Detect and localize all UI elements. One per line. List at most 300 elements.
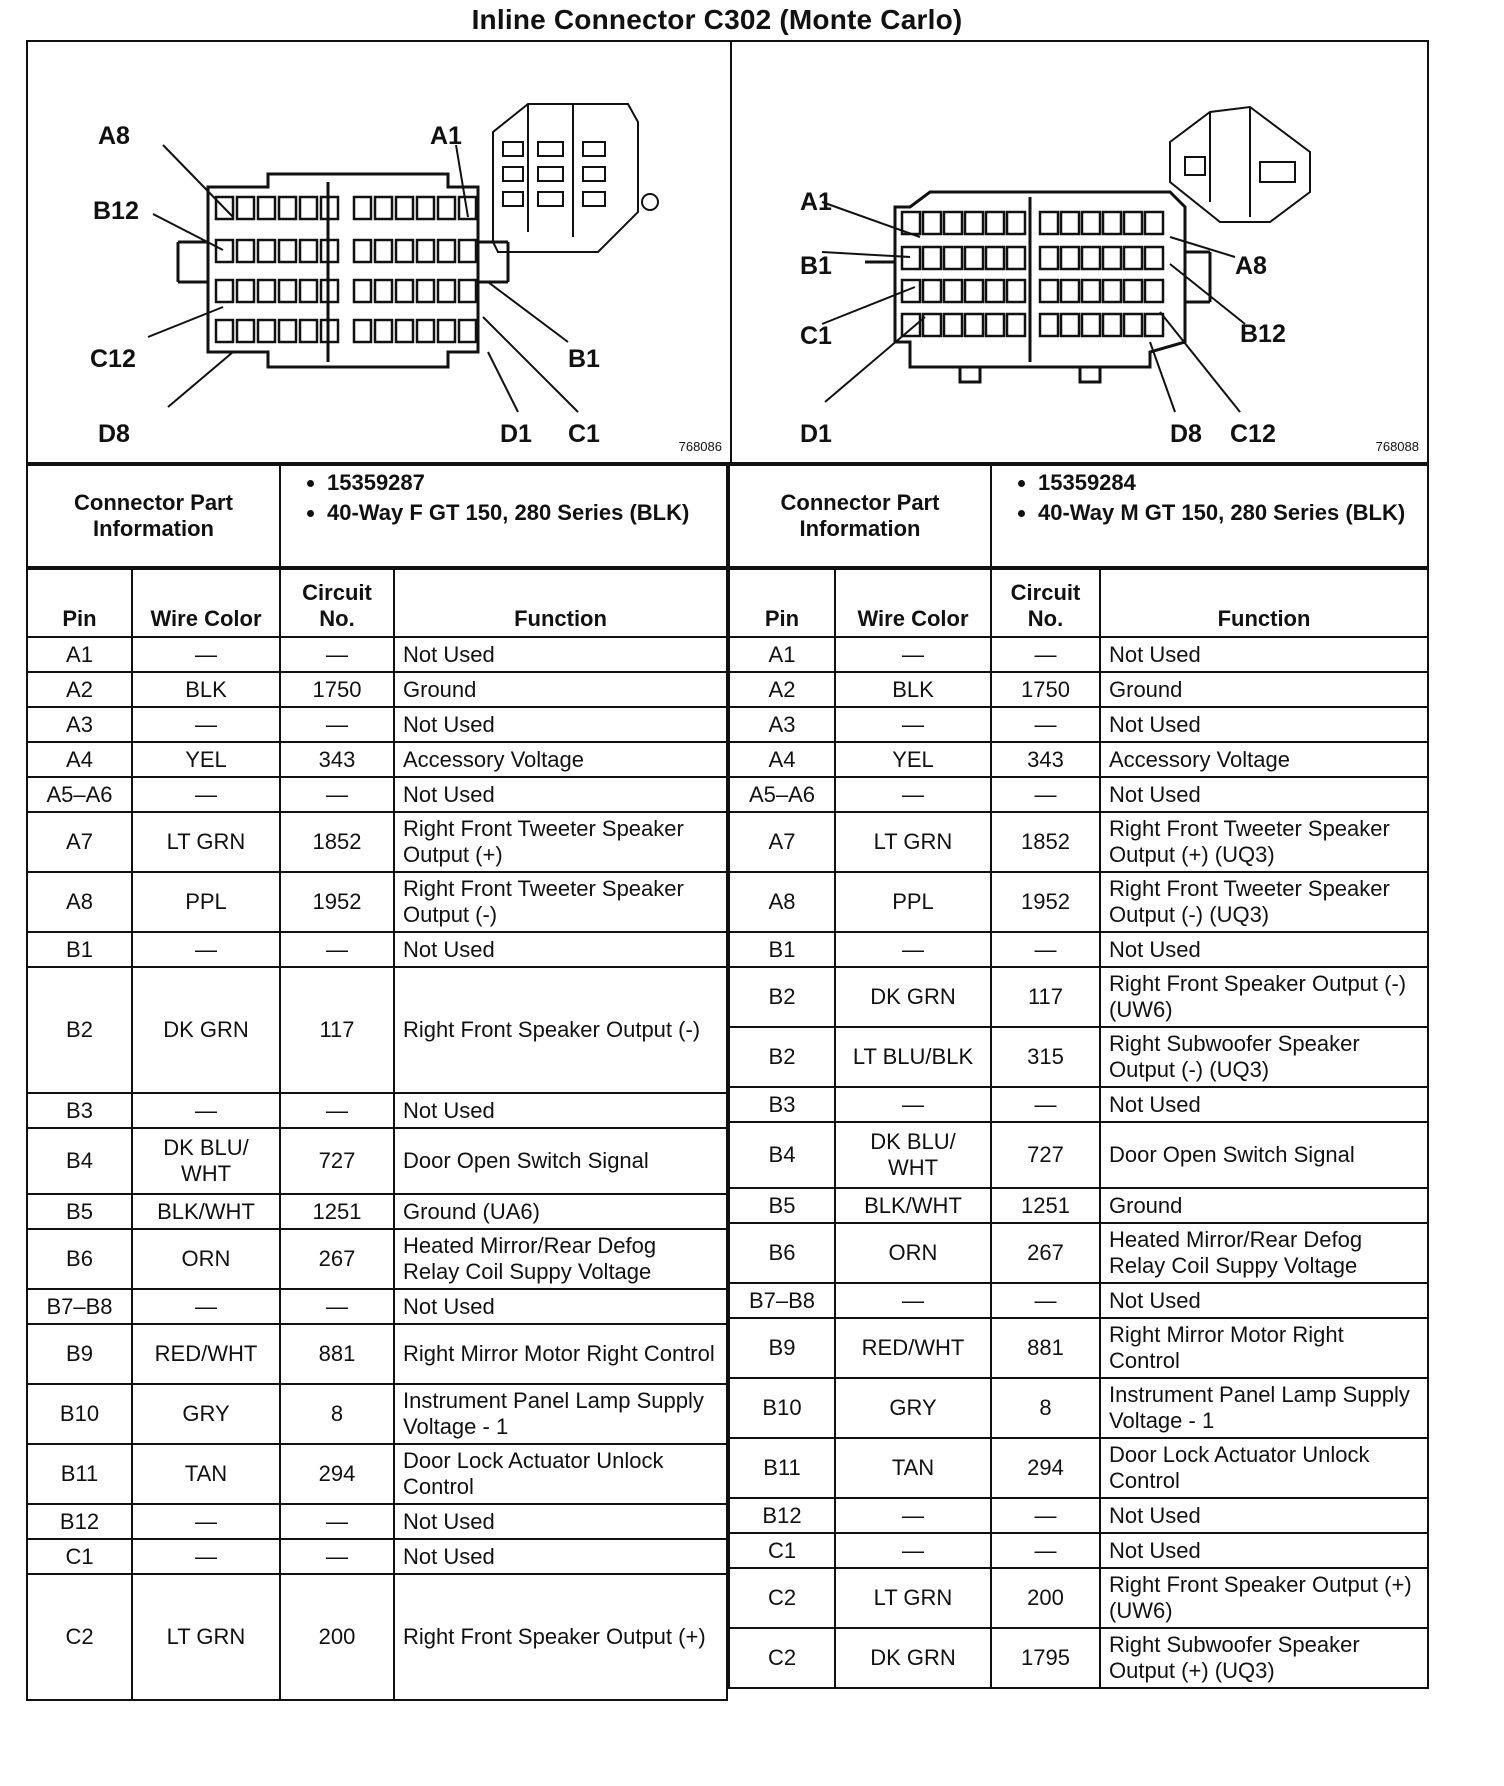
connector-diagrams bbox=[26, 40, 1429, 464]
function-cell: Not Used bbox=[394, 1539, 727, 1574]
table-row bbox=[729, 672, 1428, 707]
connector-cavity bbox=[965, 314, 983, 336]
pin-cell: B1 bbox=[729, 932, 835, 967]
column-header-wire-color: Wire Color bbox=[132, 569, 280, 637]
connector-cavity bbox=[438, 240, 455, 262]
pin-cell: C2 bbox=[27, 1574, 132, 1700]
connector-cavity bbox=[1124, 280, 1142, 302]
connector-cavity bbox=[1040, 212, 1058, 234]
pin-cell: B11 bbox=[27, 1444, 132, 1504]
connector-cavity bbox=[1040, 280, 1058, 302]
connector-cavity bbox=[923, 280, 941, 302]
circuit-cell: — bbox=[280, 932, 394, 967]
page-title: Inline Connector C302 (Monte Carlo) bbox=[471, 4, 963, 35]
part-description: • 40-Way M GT 150, 280 Series (BLK) bbox=[1038, 500, 1419, 526]
column-header-wire-color: Wire Color bbox=[835, 569, 991, 637]
function-cell: Not Used bbox=[394, 707, 727, 742]
table-row bbox=[729, 1438, 1428, 1498]
table-row bbox=[729, 1087, 1428, 1122]
connector-cavity bbox=[1040, 247, 1058, 269]
pin-cell: B2 bbox=[27, 967, 132, 1093]
function-cell: Right Front Speaker Output (-) (UW6) bbox=[1100, 967, 1428, 1027]
circuit-cell: 294 bbox=[280, 1444, 394, 1504]
table-row bbox=[729, 1533, 1428, 1568]
function-cell: Door Lock Actuator Unlock Control bbox=[1100, 1438, 1428, 1498]
wire-color-cell: DK BLU/ WHT bbox=[132, 1128, 280, 1194]
connector-cavity bbox=[300, 197, 317, 219]
function-cell: Instrument Panel Lamp Supply Voltage - 1 bbox=[394, 1384, 727, 1444]
function-cell: Not Used bbox=[1100, 1498, 1428, 1533]
wire-color-cell: DK GRN bbox=[132, 967, 280, 1093]
connector-cavity bbox=[375, 197, 392, 219]
connector-cavity bbox=[279, 320, 296, 342]
pin-cell: B12 bbox=[27, 1504, 132, 1539]
connector-cavity bbox=[1082, 212, 1100, 234]
table-row bbox=[729, 1188, 1428, 1223]
pin-cell: B1 bbox=[27, 932, 132, 967]
circuit-cell: — bbox=[991, 637, 1100, 672]
connector-cavity bbox=[1103, 212, 1121, 234]
wire-color-cell: — bbox=[132, 1539, 280, 1574]
connector-cavity bbox=[279, 240, 296, 262]
part-description: • 40-Way F GT 150, 280 Series (BLK) bbox=[327, 500, 718, 526]
pin-cell: A7 bbox=[27, 812, 132, 872]
table-row bbox=[27, 1229, 727, 1289]
circuit-cell: 8 bbox=[280, 1384, 394, 1444]
pin-cell: B5 bbox=[729, 1188, 835, 1223]
function-cell: Not Used bbox=[1100, 932, 1428, 967]
wire-color-cell: — bbox=[132, 1289, 280, 1324]
table-row bbox=[729, 1283, 1428, 1318]
connector-cavity bbox=[1082, 247, 1100, 269]
connector-info-label: Connector Part Information bbox=[729, 465, 991, 567]
connector-cavity bbox=[300, 280, 317, 302]
pin-cell: B12 bbox=[729, 1498, 835, 1533]
wire-color-cell: GRY bbox=[835, 1378, 991, 1438]
table-row bbox=[729, 1027, 1428, 1087]
wire-color-cell: BLK/WHT bbox=[132, 1194, 280, 1229]
part-number: • 15359287 bbox=[327, 470, 718, 496]
svg-text:B12: B12 bbox=[1240, 320, 1286, 348]
wire-color-cell: — bbox=[835, 1498, 991, 1533]
connector-cavity bbox=[300, 240, 317, 262]
column-header-pin: Pin bbox=[27, 569, 132, 637]
connector-cavity bbox=[258, 240, 275, 262]
part-number: • 15359284 bbox=[1038, 470, 1419, 496]
function-cell: Door Open Switch Signal bbox=[1100, 1122, 1428, 1188]
right-info-table bbox=[728, 464, 1429, 568]
pin-cell: A1 bbox=[729, 637, 835, 672]
wire-color-cell: ORN bbox=[835, 1223, 991, 1283]
pin-cell: A3 bbox=[27, 707, 132, 742]
wire-color-cell: — bbox=[132, 777, 280, 812]
connector-cavity bbox=[1124, 314, 1142, 336]
circuit-cell: 1952 bbox=[280, 872, 394, 932]
table-row bbox=[729, 872, 1428, 932]
connector-cavity bbox=[300, 320, 317, 342]
connector-cavity bbox=[237, 320, 254, 342]
wire-color-cell: TAN bbox=[132, 1444, 280, 1504]
wire-color-cell: TAN bbox=[835, 1438, 991, 1498]
table-row bbox=[27, 1574, 727, 1700]
connector-document bbox=[26, 40, 1429, 1756]
connector-cavity bbox=[459, 280, 476, 302]
right-connector-drawing bbox=[730, 42, 1427, 462]
connector-cavity bbox=[1103, 247, 1121, 269]
table-row bbox=[729, 637, 1428, 672]
pin-cell: A8 bbox=[729, 872, 835, 932]
wire-color-cell: BLK bbox=[132, 672, 280, 707]
connector-cavity bbox=[237, 240, 254, 262]
connector-cavity bbox=[354, 197, 371, 219]
connector-cavity bbox=[279, 197, 296, 219]
function-cell: Ground (UA6) bbox=[394, 1194, 727, 1229]
left-info-table bbox=[26, 464, 728, 568]
connector-cavity bbox=[944, 314, 962, 336]
function-cell: Not Used bbox=[394, 932, 727, 967]
connector-cavity bbox=[965, 280, 983, 302]
connector-cavity bbox=[986, 247, 1004, 269]
circuit-cell: — bbox=[280, 777, 394, 812]
right-figure-number: 768088 bbox=[1375, 439, 1419, 454]
circuit-cell: — bbox=[991, 1087, 1100, 1122]
svg-text:B1: B1 bbox=[568, 345, 600, 373]
wire-color-cell: PPL bbox=[132, 872, 280, 932]
connector-cavity bbox=[1145, 280, 1163, 302]
connector-cavity bbox=[923, 247, 941, 269]
pin-cell: B2 bbox=[729, 1027, 835, 1087]
svg-text:A1: A1 bbox=[800, 188, 832, 216]
function-cell: Right Subwoofer Speaker Output (-) (UQ3) bbox=[1100, 1027, 1428, 1087]
pin-cell: B3 bbox=[729, 1087, 835, 1122]
connector-cavity bbox=[1061, 280, 1079, 302]
wire-color-cell: PPL bbox=[835, 872, 991, 932]
pin-cell: C2 bbox=[729, 1568, 835, 1628]
circuit-cell: 881 bbox=[280, 1324, 394, 1384]
connector-cavity bbox=[1040, 314, 1058, 336]
connector-info-label: Connector Part Information bbox=[27, 465, 280, 567]
connector-cavity bbox=[375, 280, 392, 302]
connector-cavity bbox=[902, 314, 920, 336]
connector-cavity bbox=[1061, 247, 1079, 269]
column-header-pin: Pin bbox=[729, 569, 835, 637]
connector-cavity bbox=[438, 320, 455, 342]
table-row bbox=[729, 1498, 1428, 1533]
table-row bbox=[27, 707, 727, 742]
connector-cavity bbox=[1061, 314, 1079, 336]
connector-cavity bbox=[1007, 314, 1025, 336]
wire-color-cell: — bbox=[835, 1283, 991, 1318]
connector-cavity bbox=[396, 240, 413, 262]
circuit-cell: — bbox=[280, 707, 394, 742]
function-cell: Ground bbox=[1100, 1188, 1428, 1223]
table-row bbox=[729, 1378, 1428, 1438]
circuit-cell: 727 bbox=[991, 1122, 1100, 1188]
function-cell: Not Used bbox=[1100, 707, 1428, 742]
function-cell: Not Used bbox=[1100, 1283, 1428, 1318]
connector-cavity bbox=[923, 212, 941, 234]
pin-cell: B5 bbox=[27, 1194, 132, 1229]
circuit-cell: — bbox=[991, 1533, 1100, 1568]
svg-text:B12: B12 bbox=[93, 197, 139, 225]
wire-color-cell: — bbox=[132, 932, 280, 967]
connector-cavity bbox=[1103, 314, 1121, 336]
left-figure-number: 768086 bbox=[678, 439, 722, 454]
circuit-cell: — bbox=[991, 707, 1100, 742]
connector-cavity bbox=[216, 240, 233, 262]
function-cell: Not Used bbox=[1100, 1533, 1428, 1568]
pin-cell: B6 bbox=[27, 1229, 132, 1289]
circuit-cell: 315 bbox=[991, 1027, 1100, 1087]
circuit-cell: 267 bbox=[991, 1223, 1100, 1283]
circuit-cell: 200 bbox=[280, 1574, 394, 1700]
wire-color-cell: LT BLU/BLK bbox=[835, 1027, 991, 1087]
column-header-circuit: Circuit No. bbox=[991, 569, 1100, 637]
connector-cavity bbox=[1145, 212, 1163, 234]
pin-cell: B7–B8 bbox=[27, 1289, 132, 1324]
circuit-cell: 881 bbox=[991, 1318, 1100, 1378]
connector-cavity bbox=[438, 197, 455, 219]
wire-color-cell: RED/WHT bbox=[835, 1318, 991, 1378]
function-cell: Right Front Speaker Output (-) bbox=[394, 967, 727, 1093]
wire-color-cell: YEL bbox=[835, 742, 991, 777]
circuit-cell: 1750 bbox=[991, 672, 1100, 707]
pin-cell: B10 bbox=[27, 1384, 132, 1444]
circuit-cell: — bbox=[280, 1539, 394, 1574]
connector-cavity bbox=[375, 320, 392, 342]
function-cell: Right Front Speaker Output (+) (UW6) bbox=[1100, 1568, 1428, 1628]
connector-cavity bbox=[438, 280, 455, 302]
wire-color-cell: LT GRN bbox=[835, 1568, 991, 1628]
connector-cavity bbox=[258, 280, 275, 302]
connector-cavity bbox=[986, 212, 1004, 234]
connector-cavity bbox=[1103, 280, 1121, 302]
function-cell: Accessory Voltage bbox=[1100, 742, 1428, 777]
circuit-cell: — bbox=[991, 1498, 1100, 1533]
function-cell: Right Front Tweeter Speaker Output (+) (UQ3) bbox=[1100, 812, 1428, 872]
circuit-cell: 8 bbox=[991, 1378, 1100, 1438]
wire-color-cell: YEL bbox=[132, 742, 280, 777]
table-row bbox=[27, 812, 727, 872]
circuit-cell: 117 bbox=[991, 967, 1100, 1027]
circuit-cell: 343 bbox=[991, 742, 1100, 777]
circuit-cell: 1251 bbox=[991, 1188, 1100, 1223]
right-connector-diagram bbox=[730, 42, 1427, 462]
connector-cavity bbox=[1124, 247, 1142, 269]
svg-text:C1: C1 bbox=[800, 322, 832, 350]
function-cell: Heated Mirror/Rear Defog Relay Coil Suppy Voltage bbox=[1100, 1223, 1428, 1283]
table-row bbox=[27, 672, 727, 707]
pin-cell: C1 bbox=[729, 1533, 835, 1568]
connector-cavity bbox=[258, 320, 275, 342]
circuit-cell: 1795 bbox=[991, 1628, 1100, 1688]
circuit-cell: — bbox=[991, 932, 1100, 967]
function-cell: Right Front Tweeter Speaker Output (+) bbox=[394, 812, 727, 872]
svg-text:D8: D8 bbox=[98, 420, 130, 448]
table-row bbox=[27, 1504, 727, 1539]
circuit-cell: 343 bbox=[280, 742, 394, 777]
pin-cell: B6 bbox=[729, 1223, 835, 1283]
part-info bbox=[280, 465, 727, 567]
connector-cavity bbox=[944, 247, 962, 269]
svg-text:D1: D1 bbox=[500, 420, 532, 448]
wire-color-cell: DK BLU/ WHT bbox=[835, 1122, 991, 1188]
wire-color-cell: — bbox=[835, 637, 991, 672]
pin-cell: A4 bbox=[729, 742, 835, 777]
connector-cavity bbox=[459, 320, 476, 342]
function-cell: Door Open Switch Signal bbox=[394, 1128, 727, 1194]
wire-color-cell: — bbox=[132, 707, 280, 742]
right-pinout bbox=[728, 464, 1429, 1689]
pin-cell: A8 bbox=[27, 872, 132, 932]
pin-cell: B3 bbox=[27, 1093, 132, 1128]
wire-color-cell: — bbox=[132, 1504, 280, 1539]
table-row bbox=[27, 967, 727, 1093]
connector-cavity bbox=[1082, 314, 1100, 336]
connector-cavity bbox=[237, 197, 254, 219]
pin-cell: A7 bbox=[729, 812, 835, 872]
circuit-cell: 267 bbox=[280, 1229, 394, 1289]
part-info bbox=[991, 465, 1428, 567]
function-cell: Not Used bbox=[394, 1289, 727, 1324]
table-row bbox=[729, 1122, 1428, 1188]
svg-text:A8: A8 bbox=[1235, 252, 1267, 280]
right-pin-table bbox=[728, 568, 1429, 1689]
function-cell: Not Used bbox=[1100, 637, 1428, 672]
left-pinout bbox=[26, 464, 728, 1701]
pin-cell: C1 bbox=[27, 1539, 132, 1574]
table-row bbox=[27, 1194, 727, 1229]
connector-cavity bbox=[1061, 212, 1079, 234]
pin-cell: A5–A6 bbox=[27, 777, 132, 812]
connector-cavity bbox=[1007, 212, 1025, 234]
wire-color-cell: — bbox=[132, 1093, 280, 1128]
circuit-cell: — bbox=[280, 1093, 394, 1128]
pin-cell: B11 bbox=[729, 1438, 835, 1498]
connector-cavity bbox=[1007, 247, 1025, 269]
connector-cavity bbox=[258, 197, 275, 219]
function-cell: Ground bbox=[1100, 672, 1428, 707]
function-cell: Right Front Tweeter Speaker Output (-) bbox=[394, 872, 727, 932]
table-row bbox=[27, 1444, 727, 1504]
connector-cavity bbox=[986, 280, 1004, 302]
wire-color-cell: — bbox=[835, 777, 991, 812]
function-cell: Right Mirror Motor Right Control bbox=[1100, 1318, 1428, 1378]
left-pin-table bbox=[26, 568, 728, 1701]
table-row bbox=[729, 967, 1428, 1027]
function-cell: Right Front Speaker Output (+) bbox=[394, 1574, 727, 1700]
function-cell: Accessory Voltage bbox=[394, 742, 727, 777]
function-cell: Right Subwoofer Speaker Output (+) (UQ3) bbox=[1100, 1628, 1428, 1688]
wire-color-cell: — bbox=[835, 707, 991, 742]
table-row bbox=[27, 742, 727, 777]
function-cell: Right Front Tweeter Speaker Output (-) (UQ3) bbox=[1100, 872, 1428, 932]
table-row bbox=[27, 1384, 727, 1444]
connector-cavity bbox=[923, 314, 941, 336]
wire-color-cell: BLK/WHT bbox=[835, 1188, 991, 1223]
left-connector-drawing bbox=[28, 42, 728, 462]
circuit-cell: 1852 bbox=[280, 812, 394, 872]
circuit-cell: — bbox=[280, 1289, 394, 1324]
pin-cell: A3 bbox=[729, 707, 835, 742]
connector-cavity bbox=[417, 197, 434, 219]
connector-cavity bbox=[944, 280, 962, 302]
connector-cavity bbox=[1007, 280, 1025, 302]
circuit-cell: — bbox=[991, 777, 1100, 812]
wire-color-cell: GRY bbox=[132, 1384, 280, 1444]
table-row bbox=[27, 1324, 727, 1384]
circuit-cell: 1750 bbox=[280, 672, 394, 707]
svg-text:C12: C12 bbox=[90, 345, 136, 373]
function-cell: Door Lock Actuator Unlock Control bbox=[394, 1444, 727, 1504]
connector-cavity bbox=[396, 280, 413, 302]
table-row bbox=[27, 1539, 727, 1574]
wire-color-cell: DK GRN bbox=[835, 1628, 991, 1688]
function-cell: Not Used bbox=[394, 1093, 727, 1128]
connector-cavity bbox=[417, 280, 434, 302]
connector-cavity bbox=[354, 240, 371, 262]
connector-cavity bbox=[1124, 212, 1142, 234]
pin-cell: B9 bbox=[27, 1324, 132, 1384]
connector-cavity bbox=[986, 314, 1004, 336]
connector-cavity bbox=[1082, 280, 1100, 302]
table-row bbox=[27, 1093, 727, 1128]
connector-cavity bbox=[459, 240, 476, 262]
svg-text:A1: A1 bbox=[430, 122, 462, 150]
svg-text:D1: D1 bbox=[800, 420, 832, 448]
table-row bbox=[729, 812, 1428, 872]
column-header-circuit: Circuit No. bbox=[280, 569, 394, 637]
connector-cavity bbox=[396, 197, 413, 219]
pin-cell: A1 bbox=[27, 637, 132, 672]
pin-cell: B10 bbox=[729, 1378, 835, 1438]
pin-cell: B9 bbox=[729, 1318, 835, 1378]
function-cell: Not Used bbox=[394, 637, 727, 672]
table-row bbox=[27, 777, 727, 812]
column-header-function: Function bbox=[1100, 569, 1428, 637]
table-row bbox=[27, 1289, 727, 1324]
connector-cavity bbox=[354, 320, 371, 342]
wire-color-cell: BLK bbox=[835, 672, 991, 707]
circuit-cell: 294 bbox=[991, 1438, 1100, 1498]
pin-cell: A5–A6 bbox=[729, 777, 835, 812]
table-row bbox=[729, 777, 1428, 812]
table-row bbox=[729, 1318, 1428, 1378]
circuit-cell: 1251 bbox=[280, 1194, 394, 1229]
svg-text:B1: B1 bbox=[800, 252, 832, 280]
pin-cell: A4 bbox=[27, 742, 132, 777]
connector-cavity bbox=[396, 320, 413, 342]
connector-cavity bbox=[417, 240, 434, 262]
connector-cavity bbox=[965, 212, 983, 234]
wire-color-cell: — bbox=[835, 932, 991, 967]
wire-color-cell: LT GRN bbox=[835, 812, 991, 872]
wire-color-cell: DK GRN bbox=[835, 967, 991, 1027]
circuit-cell: 117 bbox=[280, 967, 394, 1093]
connector-cavity bbox=[417, 320, 434, 342]
svg-text:C12: C12 bbox=[1230, 420, 1276, 448]
circuit-cell: — bbox=[991, 1283, 1100, 1318]
wire-color-cell: LT GRN bbox=[132, 812, 280, 872]
pin-cell: B2 bbox=[729, 967, 835, 1027]
function-cell: Heated Mirror/Rear Defog Relay Coil Suppy Voltage bbox=[394, 1229, 727, 1289]
column-header-function: Function bbox=[394, 569, 727, 637]
pin-cell: C2 bbox=[729, 1628, 835, 1688]
connector-cavity bbox=[216, 320, 233, 342]
svg-text:C1: C1 bbox=[568, 420, 600, 448]
function-cell: Not Used bbox=[394, 1504, 727, 1539]
connector-cavity bbox=[279, 280, 296, 302]
